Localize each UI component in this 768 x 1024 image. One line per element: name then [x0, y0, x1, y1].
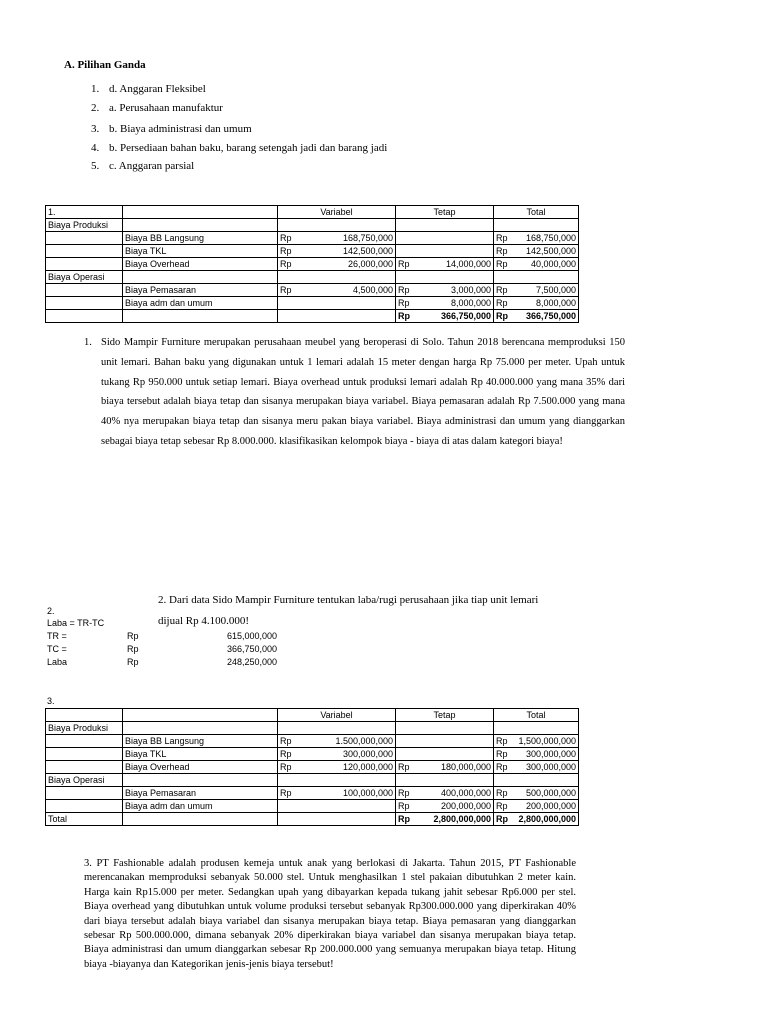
table-row: Laba Rp 248,250,000 [47, 657, 277, 667]
table-row: Biaya Operasi [46, 774, 579, 787]
table-row: Biaya Operasi [46, 271, 579, 284]
question-3-text: 3. PT Fashionable adalah produsen kemeja untuk anak yang berlokasi di Jakarta. Tahun 2015, PT Fashionable merencanakan memproduksi sebanyak 50.000 stel. Untuk menghasilkan 1 stel pakaian dibutuhkan 2 meter kain. Harga kain Rp15.000 per meter. Sedangkan upah yang dibayarkan kepada tukang jahit sebesar Rp6.000 per stel. Biaya overhead yang dibutuhkan untuk volume produksi tersebut sebanyak Rp300.000.000 yang diperkirakan 40% dari biaya tersebut adalah biaya variabel dan sisanya merupakan biaya tetap. Biaya pemasaran yang dianggarkan sebesar Rp 500.000.000, dimana sebanyak 20% diperkirakan biaya variabel dan sisanya merupakan biaya tetap. Biaya administrasi dan umum dianggarkan sebesar Rp 200.000.000 yang semuanya merupakan biaya tetap. Hitung biaya -biayanya dan Kategorikan jenis-jenis biaya tersebut! [84, 858, 576, 970]
list-item: 1. d. Anggaran Fleksibel [91, 83, 206, 95]
table-row: TC = Rp 366,750,000 [47, 644, 277, 654]
table-row: Biaya BB Langsung Rp 168,750,000 Rp 168,750,000 [46, 232, 579, 245]
question-1-text: Sido Mampir Furniture merupakan perusahaan meubel yang beroperasi di Solo. Tahun 2018 berencana memproduksi 150 unit lemari. Bahan baku yang digunakan untuk 1 lemari adalah 15 meter dengan harga Rp 75.000 per meter. Upah untuk tukang Rp 950.000 untuk setiap lemari. Biaya overhead untuk produksi lemari adalah Rp 40.000.000 yang mana 35% dari biaya tersebut adalah biaya tetap dan sisanya merupakan biaya variabel. Biaya pemasaran adalah Rp 7.500.000 yang mana 40% nya merupakan biaya tetap dan sisanya meru pakan biaya variabel. Biaya administrasi dan umum yang dianggarkan sebagai biaya tetap sebesar Rp 8.000.000. klasifikasikan kelompok biaya - biaya di atas dalam kategori biaya! [101, 337, 625, 447]
table-total-row: Total Rp 2,800,000,000 Rp 2,800,000,000 [46, 813, 579, 826]
list-item: 5. c. Anggaran parsial [91, 160, 195, 172]
table-total-row: Rp 366,750,000 Rp 366,750,000 [46, 310, 579, 323]
table-row: Variabel Tetap Total [46, 709, 579, 722]
question-1-number: 1. [84, 337, 92, 348]
table-row: Biaya adm dan umum Rp 8,000,000 Rp 8,000,000 [46, 297, 579, 310]
table-row: Biaya BB Langsung Rp 1.500,000,000 Rp 1,500,000,000 [46, 735, 579, 748]
list-item: 4. b. Persediaan bahan baku, barang setengah jadi dan barang jadi [91, 141, 388, 154]
answer-2-formula: Laba = TR-TC [47, 618, 105, 628]
table-row: 1. Variabel Tetap Total [46, 206, 579, 219]
list-item: 3. b. Biaya administrasi dan umum [91, 123, 252, 135]
table-row: TR = Rp 615,000,000 [47, 631, 277, 641]
table-row: Biaya Produksi [46, 219, 579, 232]
cost-table-3 [45, 708, 579, 826]
list-item: 2. a. Perusahaan manufaktur [91, 101, 223, 114]
table-3-number: 3. [47, 696, 55, 706]
cost-table-1 [45, 205, 579, 323]
multiple-choice-list [91, 80, 387, 176]
table-row: Biaya Produksi [46, 722, 579, 735]
section-a-heading: A. Pilihan Ganda [64, 59, 146, 71]
answer-2-number: 2. [47, 606, 55, 616]
table-row: Biaya TKL Rp 142,500,000 Rp 142,500,000 [46, 245, 579, 258]
table-row: Biaya Overhead Rp 120,000,000 Rp 180,000,000 Rp 300,000,000 [46, 761, 579, 774]
table-row: Biaya Pemasaran Rp 4,500,000 Rp 3,000,000 Rp 7,500,000 [46, 284, 579, 297]
table-row: Biaya Overhead Rp 26,000,000 Rp 14,000,000 Rp 40,000,000 [46, 258, 579, 271]
table-row: Biaya TKL Rp 300,000,000 Rp 300,000,000 [46, 748, 579, 761]
table-row: Biaya Pemasaran Rp 100,000,000 Rp 400,000,000 Rp 500,000,000 [46, 787, 579, 800]
table-row: Biaya adm dan umum Rp 200,000,000 Rp 200,000,000 [46, 800, 579, 813]
question-2-text: 2. Dari data Sido Mampir Furniture tentukan laba/rugi perusahaan jika tiap unit lemari dijual Rp 4.100.000! [158, 594, 539, 627]
answer-2-calculation [47, 630, 277, 669]
